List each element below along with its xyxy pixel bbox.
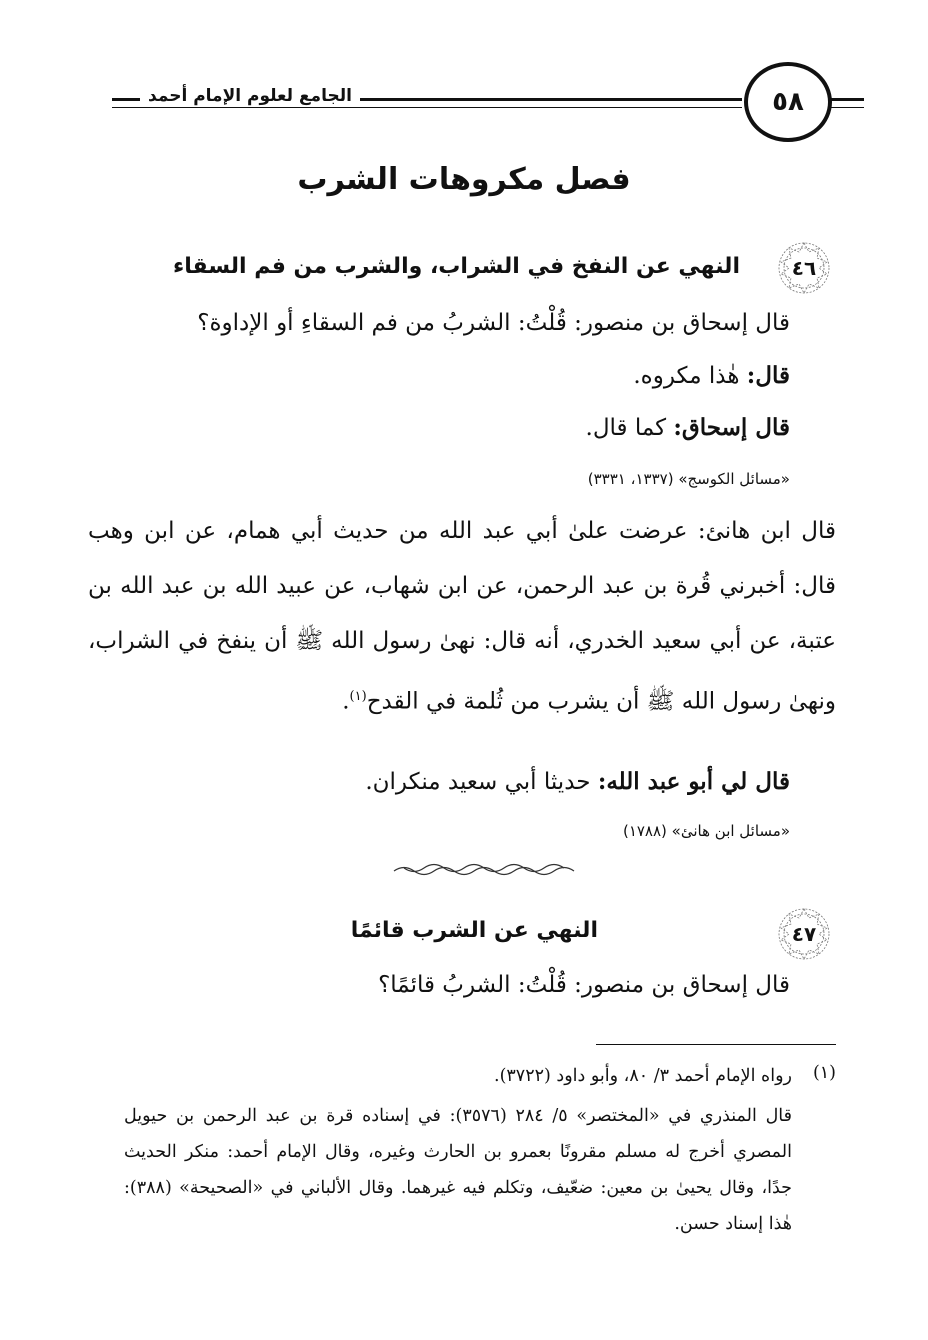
chapter-heading: النهي عن النفخ في الشراب، والشرب من فم السقاء (173, 254, 740, 279)
hadith-end: . (342, 688, 350, 715)
page-number-text: ٥٨ (772, 87, 804, 117)
hadith-paragraph (88, 504, 836, 730)
comment-label: قال إسحاق: (673, 414, 790, 441)
running-title: الجامع لعلوم الإمام أحمد (140, 86, 360, 106)
hadith-text: قال ابن هانئ: عرضت علىٰ أبي عبد الله من حديث أبي همام، عن ابن وهب قال: أخبرني قُرة بن عبد الرحمن، عن ابن شهاب، عن عبيد الله بن عبد الله بن عتبة، عن أبي سعيد الخدري، أنه قال: نهىٰ رسول الله ﷺ أن ينفخ في الشراب، ونهىٰ رسول الله ﷺ أن يشرب من ثُلمة في القدح (88, 518, 836, 715)
chapter-number: ٤٧ (791, 922, 817, 946)
chapter-number-ornament (776, 240, 832, 296)
chapter-number: ٤٦ (791, 256, 817, 280)
footnote-marker: (١) (812, 1063, 836, 1083)
footnote-ref[interactable]: (١) (349, 689, 367, 704)
footnote-rule (596, 1044, 836, 1045)
chapter-heading-47: النهي عن الشرب قائمًا (350, 918, 598, 943)
comment-line (586, 414, 790, 441)
footnote-line1: رواه الإمام أحمد ٣/ ٨٠، وأبو داود (٣٧٢٢). (494, 1066, 792, 1086)
divider-ornament-icon (390, 862, 580, 876)
source-citation-2: «مسائل ابن هانئ» (١٧٨٨) (622, 822, 790, 840)
final-statement (365, 768, 790, 795)
answer-line (633, 362, 790, 389)
page-number (744, 62, 832, 142)
source-citation: «مسائل الكوسج» (١٣٣٧، ٣٣٣١) (587, 470, 790, 488)
answer-label: قال: (746, 362, 790, 389)
footnote-text: قال المنذري في «المختصر» ٥/ ٢٨٤ (٣٥٧٦): في إسناده قرة بن عبد الرحمن بن حيويل المصري أخرج له مسلم مقرونًا بعمرو بن الحارث وغيره، وقال الإمام أحمد: منكر الحديث جدًا، وقال يحيىٰ بن معين: ضعّيف، وتكلم فيه غيرهما. وقال الألباني في «الصحيحة» (٣٨٨): هٰذا إسناد حسن. (124, 1106, 792, 1234)
final-text: حديثا أبي سعيد منكران. (365, 769, 598, 795)
final-label: قال لي أبو عبد الله: (597, 768, 790, 795)
chapter-number-ornament-47 (776, 906, 832, 962)
answer-text: هٰذا مكروه. (633, 363, 747, 389)
section-title: فصل مكروهات الشرب (297, 162, 631, 197)
question-line-47: قال إسحاق بن منصور: قُلْتُ: الشربُ قائمًا؟ (378, 972, 790, 998)
question-line: قال إسحاق بن منصور: قُلْتُ: الشربُ من فم السقاءِ أو الإداوة؟ (197, 310, 790, 336)
comment-text: كما قال. (585, 415, 674, 441)
